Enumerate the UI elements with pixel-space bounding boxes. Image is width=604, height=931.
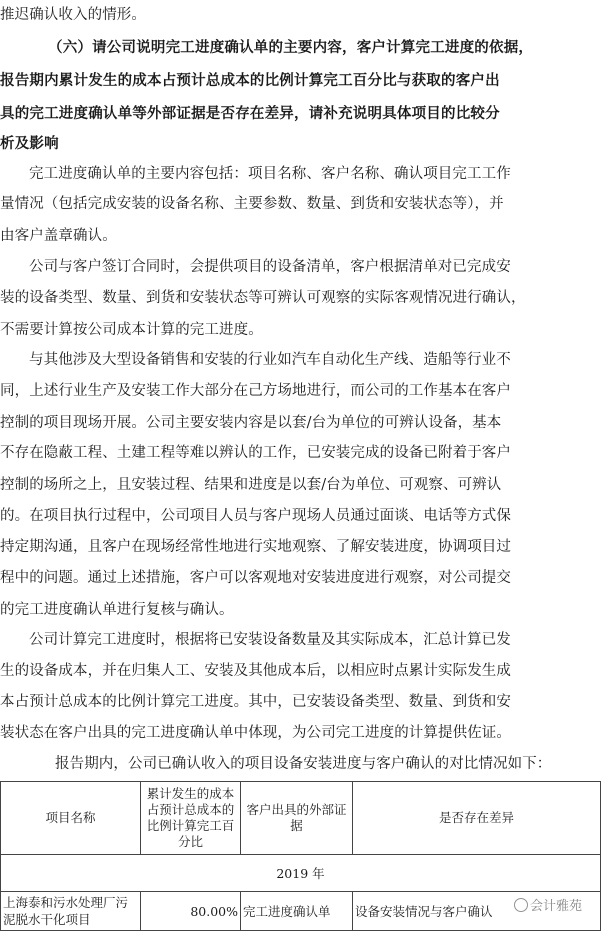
paragraph-line: 装的设备类型、数量、到货和安装状态等可辨认可观察的实际客观情况进行确认， xyxy=(0,290,526,306)
header-project-name: 项目名称 xyxy=(1,782,141,855)
header-difference: 是否存在差异 xyxy=(353,782,601,855)
paragraph-line: 的完工进度确认单进行复核与确认。 xyxy=(0,602,234,618)
paragraph-line: 由客户盖章确认。 xyxy=(0,228,117,244)
watermark xyxy=(514,895,582,914)
evidence-cell: 完工进度确认单 xyxy=(241,892,353,931)
question-heading-line: 析及影响 xyxy=(0,135,59,152)
question-heading-line: 具的完工进度确认单等外部证据是否存在差异，请补充说明具体项目的比较分 xyxy=(0,105,500,122)
percent-cell: 80.00% xyxy=(141,892,241,931)
paragraph-line: 程中的问题。通过上述措施，客户可以客观地对安装进度进行观察，对公司提交 xyxy=(0,570,511,586)
paragraph-line: 不存在隐蔽工程、土建工程等难以辨认的工作，已安装完成的设备已附着于客户 xyxy=(0,445,511,461)
header-external-evidence: 客户出具的外部证据 xyxy=(241,782,353,855)
year-cell: 2019 年 xyxy=(1,855,601,892)
question-heading-line: （六）请公司说明完工进度确认单的主要内容，客户计算完工进度的依据， xyxy=(48,39,534,56)
watermark-text: 会计雅苑 xyxy=(530,899,583,914)
question-heading-line: 报告期内累计发生的成本占预计总成本的比例计算完工百分比与获取的客户出 xyxy=(0,72,500,89)
paragraph-line: 控制的场所之上，且安装过程、结果和进度是以套/台为单位、可观察、可辨认 xyxy=(0,477,502,493)
paragraph-line: 报告期内，公司已确认收入的项目设备安装进度与客户确认的对比情况如下： xyxy=(55,756,552,772)
paragraph-line: 完工进度确认单的主要内容包括：项目名称、客户名称、确认项目完工工作 xyxy=(29,166,511,182)
table-year-row xyxy=(1,855,601,892)
table-header-row xyxy=(1,782,601,855)
header-completion-percent: 累计发生的成本占预计总成本的比例计算完工百分比 xyxy=(141,782,241,855)
paragraph-line: 同，上述行业生产及安装工作大部分在己方场地进行，而公司的工作基本在客户 xyxy=(0,383,511,399)
wechat-icon xyxy=(514,898,528,912)
paragraph-line: 与其他涉及大型设备销售和安装的行业如汽车自动化生产线、造船等行业不 xyxy=(29,352,511,368)
paragraph-line: 本占预计总成本的比例计算完工进度。其中，已安装设备类型、数量、到货和安 xyxy=(0,694,511,710)
text-line: 推迟确认收入的情形。 xyxy=(0,7,146,23)
paragraph-line: 不需要计算按公司成本计算的完工进度。 xyxy=(0,322,263,338)
paragraph-line: 公司与客户签订合同时，会提供项目的设备清单，客户根据清单对已完成安 xyxy=(29,259,511,275)
paragraph-line: 持定期沟通，且客户在现场经常性地进行实地观察、了解安装进度，协调项目过 xyxy=(0,539,511,555)
project-name-cell: 上海泰和污水处理厂污泥脱水干化项目 xyxy=(1,892,141,931)
difference-cell: 设备安装情况与客户确认 xyxy=(353,892,601,931)
comparison-table xyxy=(0,781,601,931)
paragraph-line: 装状态在客户出具的完工进度确认单中体现，为公司完工进度的计算提供佐证。 xyxy=(0,725,511,741)
paragraph-line: 量情况（包括完成安装的设备名称、主要参数、数量、到货和安装状态等），并 xyxy=(0,196,504,212)
paragraph-line: 公司计算完工进度时，根据将已安装设备数量及其实际成本，汇总计算已发 xyxy=(29,632,511,648)
paragraph-line: 生的设备成本，并在归集人工、安装及其他成本后，以相应时点累计实际发生成 xyxy=(0,663,511,679)
paragraph-line: 控制的项目现场开展。公司主要安装内容是以套/台为单位的可辨认设备，基本 xyxy=(0,415,502,431)
paragraph-line: 的。在项目执行过程中，公司项目人员与客户现场人员通过面谈、电话等方式保 xyxy=(0,508,511,524)
